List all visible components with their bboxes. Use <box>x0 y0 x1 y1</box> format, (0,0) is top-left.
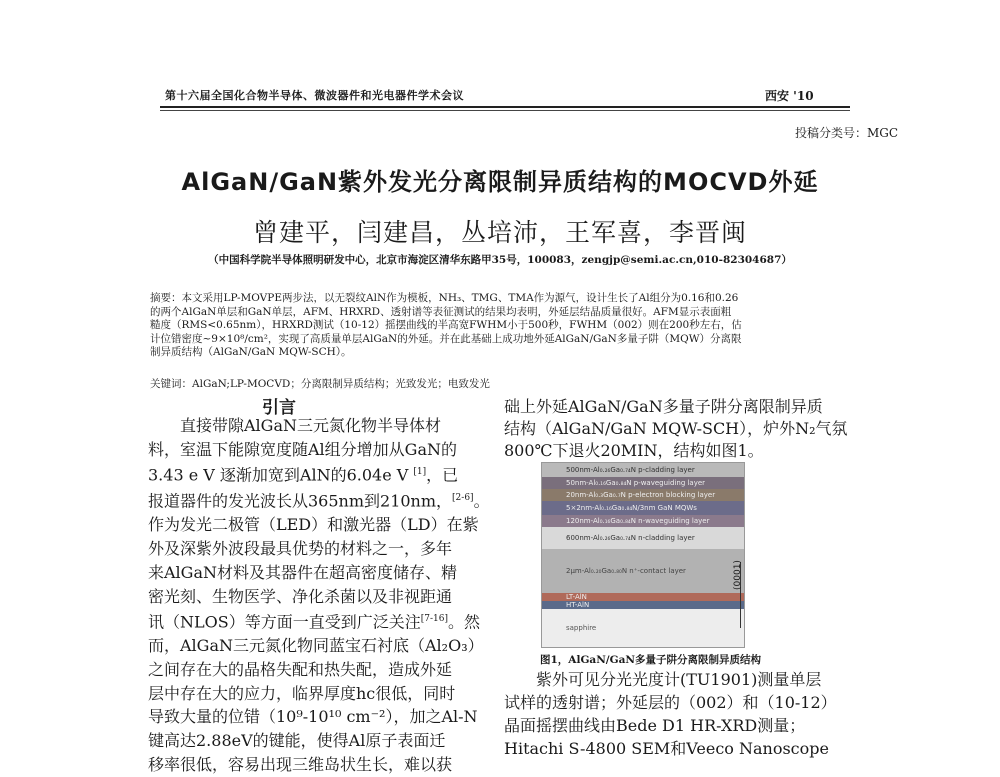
location-year: 西安 '10 <box>765 89 814 103</box>
body-line: 800℃下退火20MIN，结构如图1。 <box>504 441 764 460</box>
keywords: 关键词：AlGaN;LP-MOCVD；分离限制异质结构；光致发光；电致发光 <box>150 378 490 390</box>
body-line: 础上外延AlGaN/GaN多量子阱分离限制异质 <box>504 397 823 416</box>
body-line: 外及深紫外波段最具优势的材料之一，多年 <box>148 539 453 559</box>
conference-header: 第十六届全国化合物半导体、微波器件和光电器件学术会议 <box>165 89 464 102</box>
body-line: 直接带隙AlGaN三元氮化物半导体材 <box>180 416 441 435</box>
figure-layer: HT-AlN <box>542 601 744 609</box>
figure-layer: 20nm-Al₀.₃Ga₀.₇N p-electron blocking layer <box>542 489 744 501</box>
header-rule-thin <box>160 110 850 111</box>
body-line: 报道器件的发光波长从365nm到210nm，[2-6]。 <box>148 491 490 511</box>
citation: [1] <box>413 467 427 478</box>
abstract-line: 制异质结构（AlGaN/GaN MQW-SCH）。 <box>150 346 352 358</box>
body-line: 键高达2.88eV的键能，使得Al原子表面迁 <box>148 731 446 751</box>
abstract-line: 的两个AlGaN单层和GaN单层，AFM、HRXRD、透射谱等表征测试的结果均表明，外延层结晶质量很好。AFM显示表面粗 <box>150 305 732 318</box>
body-line: 导致大量的位错（10⁹-10¹⁰ cm⁻²），加之Al-N <box>148 707 478 727</box>
body-right-column <box>504 396 850 462</box>
body-line: 之间存在大的晶格失配和热失配，造成外延 <box>148 660 453 680</box>
figure-layer: LT-AlN <box>542 593 744 601</box>
figure-layer: 50nm-Al₀.₁₆Ga₀.₈₄N p-waveguiding layer <box>542 477 744 489</box>
body-line: 来AlGaN材料及其器件在超高密度储存、精 <box>148 562 457 582</box>
body-line: 密光刻、生物医学、净化杀菌以及非视距通 <box>148 586 453 606</box>
figure-layer: sapphire <box>542 609 744 647</box>
body-line: 试样的透射谱；外延层的（002）和（10-12） <box>504 693 837 712</box>
body-line: 料，室温下能隙宽度随Al组分增加从GaN的 <box>148 439 457 459</box>
section-heading: 引言 <box>262 398 296 418</box>
header-rule <box>160 106 850 108</box>
body-line: 而，AlGaN三元氮化物同蓝宝石衬底（Al₂O₃） <box>148 636 484 656</box>
body-line: 讯（NLOS）等方面一直受到广泛关注[7-16]。然 <box>148 612 480 632</box>
body-line: 晶面摇摆曲线由Bede D1 HR-XRD测量； <box>504 716 806 735</box>
body-line: 层中存在大的应力，临界厚度hc很低，同时 <box>148 683 456 703</box>
abstract-line: 糙度（RMS<0.65nm），HRXRD测试（10-12）摇摆曲线的半高宽FWHM小于500秒，FWHM（002）则在200秒左右，估 <box>150 319 742 331</box>
paper-title: AlGaN/GaN紫外发光分离限制异质结构的MOCVD外延 <box>181 168 819 196</box>
figure-layer: 600nm-Al₀.₂₆Ga₀.₇₄N n-cladding layer <box>542 527 744 549</box>
figure-layer: 5×2nm-Al₀.₁₆Ga₀.₈₄N/3nm GaN MQWs <box>542 501 744 515</box>
body-line: 紫外可见分光光度计(TU1901)测量单层 <box>536 670 822 689</box>
body-line: 移率很低，容易出现三维岛状生长，难以获 <box>148 754 453 774</box>
body-right-column-lower <box>504 668 850 760</box>
figure-layer: 2μm-Al₀.₂₀Ga₀.₈₀N n⁺-contact layer <box>542 549 744 593</box>
abstract-line: 摘要：本文采用LP-MOVPE两步法，以无裂纹AlN作为模板，NH₃、TMG、TMA作为源气，设计生长了Al组分为0.16和0.26 <box>150 292 739 304</box>
citation: [2-6] <box>452 493 474 504</box>
body-left-column <box>148 414 494 777</box>
author-list: 曾建平，闫建昌，丛培沛，王军喜，李晋闽 <box>252 218 747 247</box>
figure-caption: 图1，AlGaN/GaN多量子阱分离限制异质结构 <box>540 654 762 666</box>
citation: [7-16] <box>420 614 448 625</box>
layer-structure-figure <box>541 462 745 648</box>
classification-number: 投稿分类号：MGC <box>795 126 899 140</box>
abstract <box>150 292 850 360</box>
figure-layer: 120nm-Al₀.₁₆Ga₀.₈₄N n-waveguiding layer <box>542 515 744 527</box>
body-line: Hitachi S-4800 SEM和Veeco Nanoscope <box>504 739 829 758</box>
growth-orientation-label: (0001) <box>733 560 743 590</box>
body-line: 3.43 e V 逐渐加宽到AlN的6.04e V [1]，已 <box>148 465 459 485</box>
abstract-line: 计位错密度~9×10⁸/cm²，实现了高质量单层AlGaN的外延。并在此基础上成功地外延AlGaN/GaN多量子阱（MQW）分离限 <box>150 332 742 345</box>
body-line: 结构（AlGaN/GaN MQW-SCH），炉外N₂气氛 <box>504 419 848 438</box>
figure-layer: 500nm-Al₀.₂₆Ga₀.₇₄N p-cladding layer <box>542 463 744 477</box>
affiliation: （中国科学院半导体照明研发中心，北京市海淀区清华东路甲35号，100083，zengjp@semi.ac.cn,010-82304687） <box>208 254 792 266</box>
body-line: 作为发光二极管（LED）和激光器（LD）在紫 <box>148 515 479 535</box>
